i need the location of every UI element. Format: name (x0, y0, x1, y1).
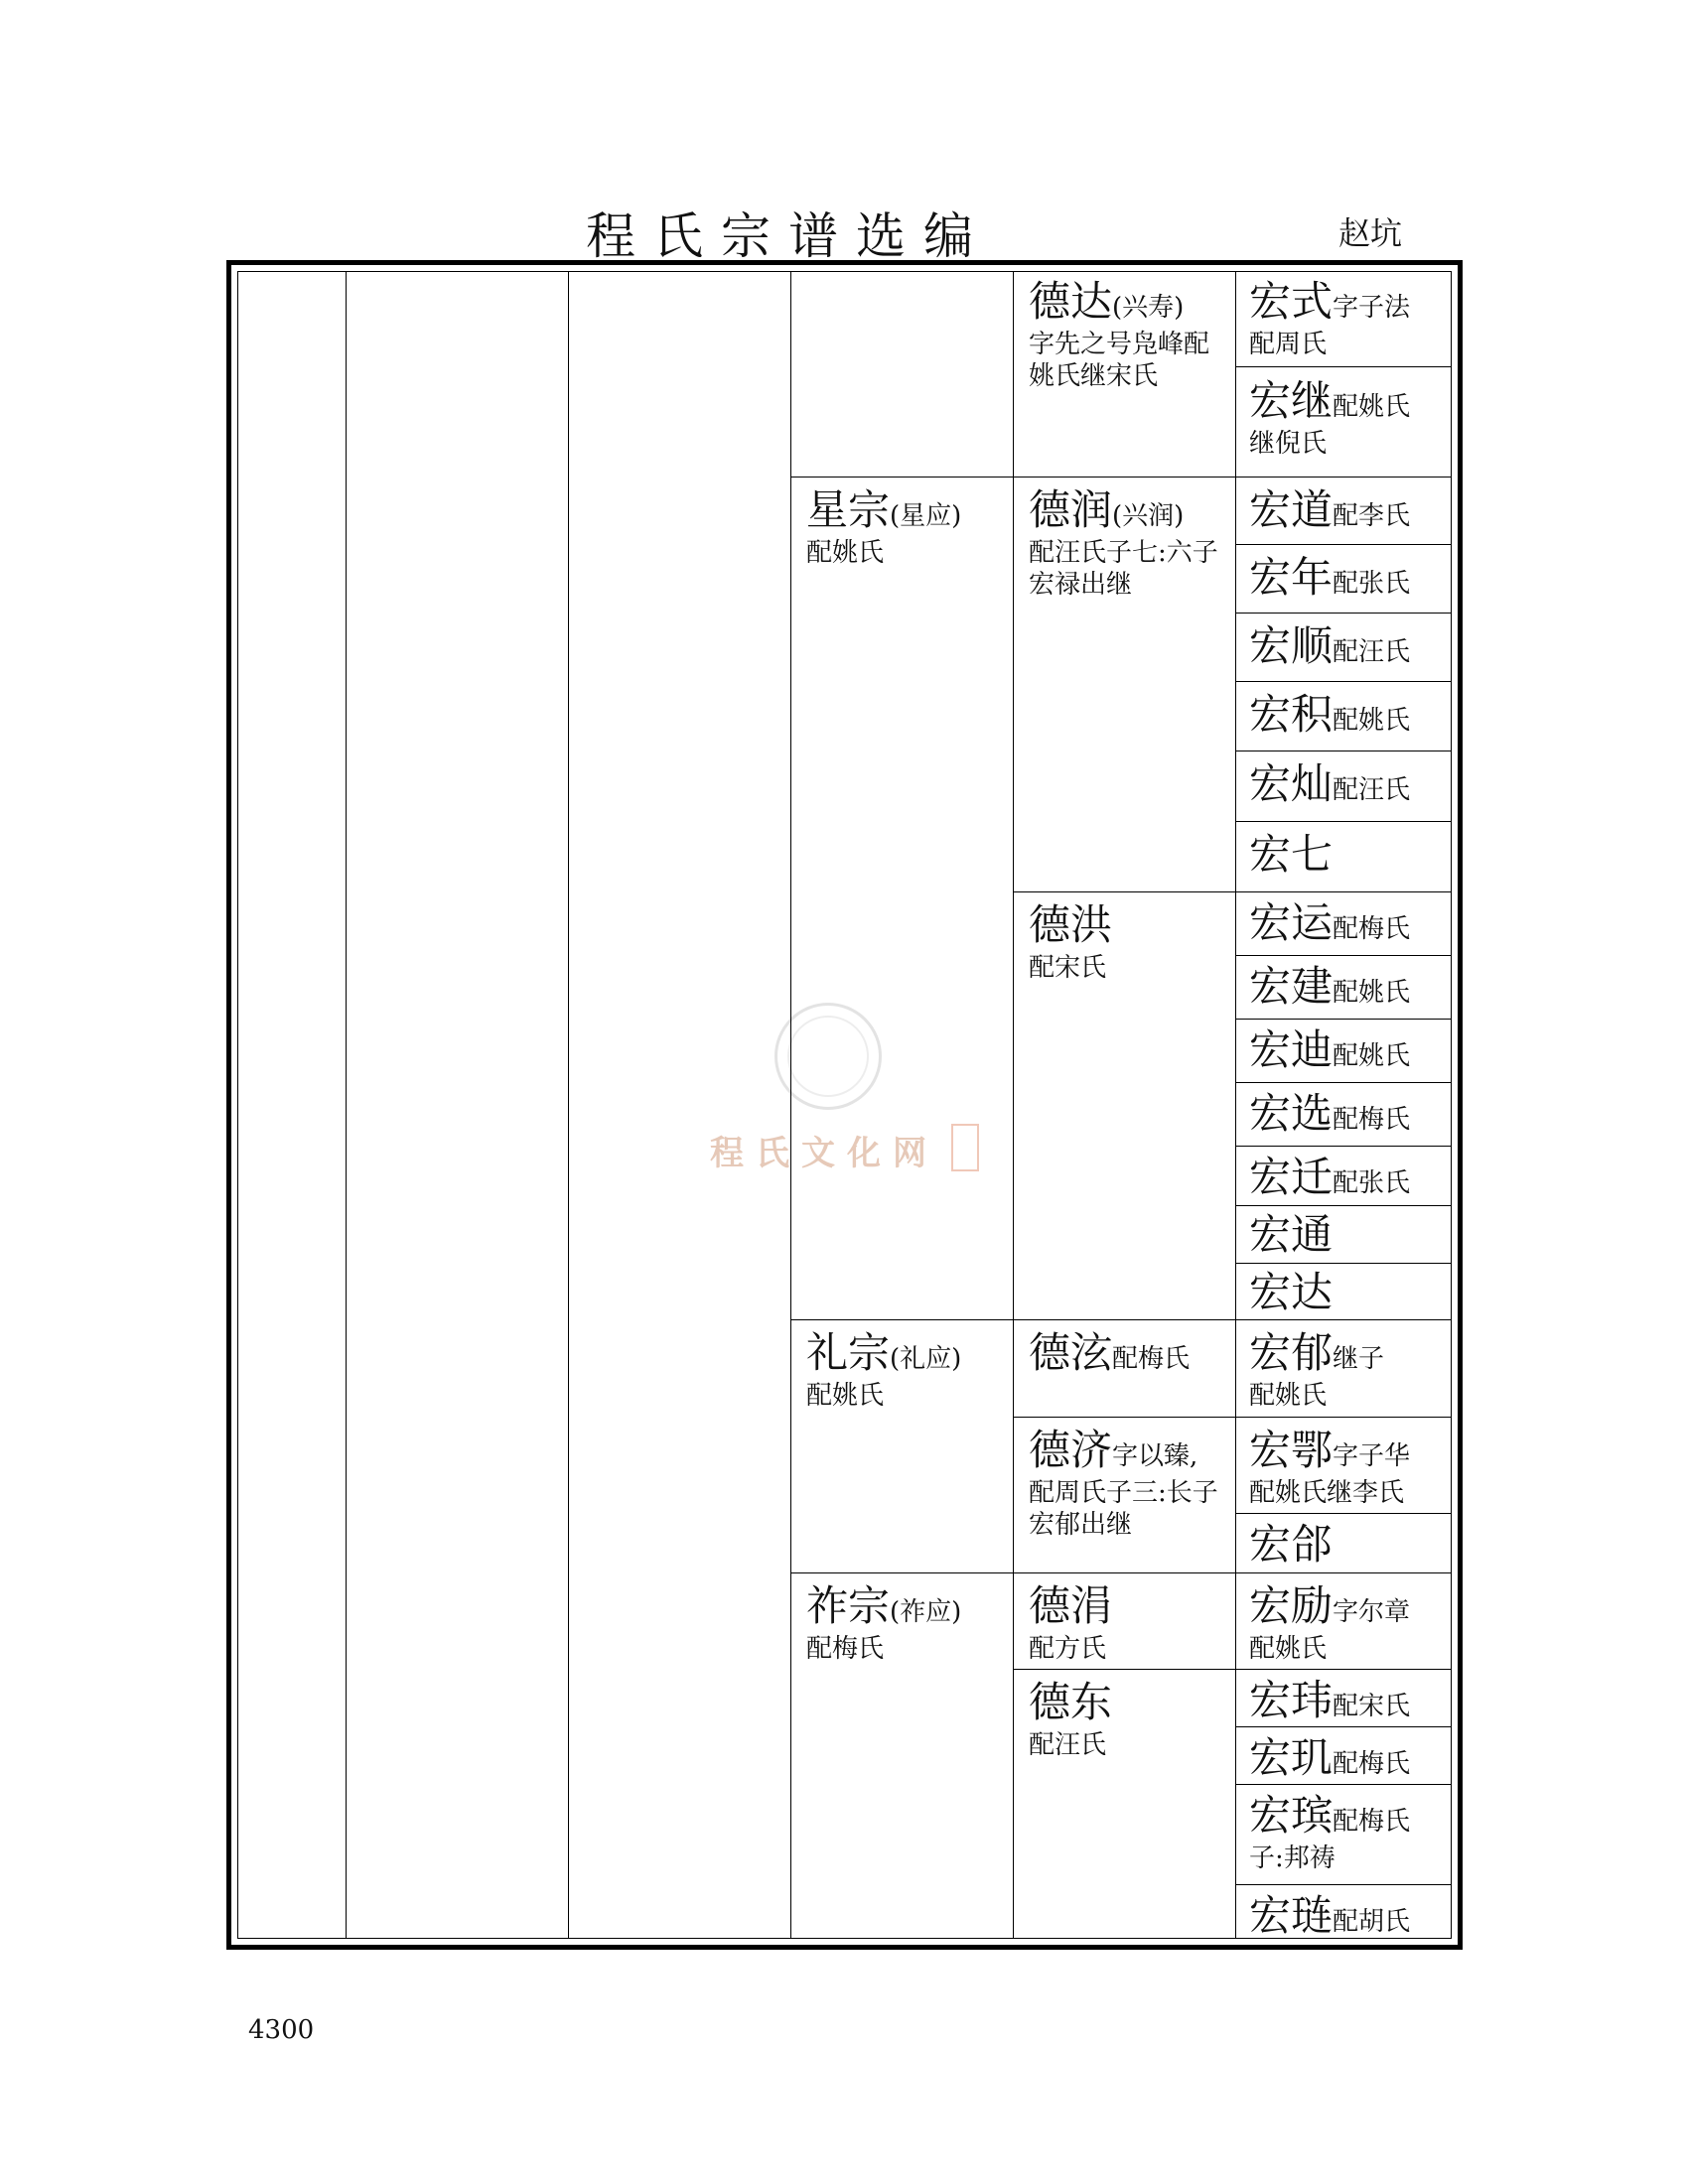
column-divider (1013, 272, 1014, 1938)
row-divider (1235, 1019, 1451, 1020)
person-inline-note: 配姚氏 (1333, 392, 1411, 422)
person-note: 配宋氏 (1029, 952, 1107, 983)
row-divider (1235, 955, 1451, 956)
column-divider (790, 272, 791, 1938)
person-note: 配姚氏 (806, 1380, 885, 1411)
person-note: 配周氏 (1249, 329, 1328, 359)
person-note: 配方氏 (1029, 1633, 1107, 1664)
person-name: 宏琏 (1249, 1891, 1334, 1940)
person-name: 宏运 (1249, 898, 1334, 947)
person-name: 德达 (1029, 277, 1113, 326)
person-name: 宏迪 (1249, 1025, 1334, 1074)
genealogy-entry (1249, 1024, 1448, 1077)
person-name: 宏七 (1249, 830, 1334, 879)
genealogy-entry (1249, 375, 1448, 460)
genealogy-entry (1249, 620, 1448, 673)
row-divider (1235, 1572, 1451, 1573)
column-divider (346, 272, 347, 1938)
person-inline-note: 配汪氏 (1333, 637, 1411, 667)
genealogy-entry (1249, 484, 1448, 537)
person-name: 宏继 (1249, 376, 1334, 425)
region-label: 赵坑 (1338, 214, 1403, 252)
person-name: 宏瑸 (1249, 1791, 1334, 1840)
person-inline-note: 配姚氏 (1333, 706, 1411, 736)
person-note: 配汪氏 (1029, 1729, 1107, 1760)
row-divider (790, 1319, 1013, 1320)
genealogy-entry (1029, 276, 1227, 393)
person-name: 德济 (1029, 1426, 1113, 1474)
person-note: 配周氏子三:长子宏郁出继 (1029, 1477, 1218, 1540)
row-divider (1235, 681, 1451, 682)
person-alias: (兴润) (1112, 501, 1185, 531)
person-name: 礼宗 (806, 1328, 891, 1377)
row-divider (1013, 1417, 1235, 1418)
person-inline-note: 配胡氏 (1333, 1907, 1411, 1937)
row-divider (1013, 1319, 1235, 1320)
row-divider (1235, 1319, 1451, 1320)
person-inline-note: 继子 (1333, 1344, 1385, 1374)
genealogy-entry (1249, 1675, 1448, 1727)
person-name: 宏式 (1249, 277, 1334, 326)
genealogy-entry (1249, 1580, 1448, 1665)
person-inline-note: 配宋氏 (1333, 1692, 1411, 1721)
person-name: 宏选 (1249, 1089, 1334, 1138)
person-name: 祚宗 (806, 1581, 891, 1630)
genealogy-entry (1249, 1327, 1448, 1412)
genealogy-entry (1249, 1790, 1448, 1874)
genealogy-entry (1029, 1580, 1227, 1665)
person-inline-note: 配张氏 (1333, 569, 1411, 599)
row-divider (1235, 1513, 1451, 1514)
person-alias: 配梅氏 (1112, 1344, 1191, 1374)
row-divider (1235, 1205, 1451, 1206)
person-inline-note: 配李氏 (1333, 501, 1411, 531)
genealogy-entry (1029, 1327, 1227, 1380)
person-inline-note: 配张氏 (1333, 1168, 1411, 1198)
genealogy-entry (1249, 1209, 1448, 1262)
row-divider (1013, 1572, 1235, 1573)
person-inline-note: 配姚氏 (1333, 978, 1411, 1008)
person-inline-note: 配梅氏 (1333, 914, 1411, 944)
row-divider (1235, 1417, 1451, 1418)
person-name: 星宗 (806, 485, 891, 534)
person-name: 德洪 (1029, 900, 1113, 949)
page-title: 程氏宗谱选编 (586, 207, 991, 265)
row-divider (1235, 477, 1451, 478)
person-name: 宏玮 (1249, 1676, 1334, 1724)
person-name: 宏顺 (1249, 621, 1334, 670)
row-divider (1235, 544, 1451, 545)
genealogy-entry (1249, 961, 1448, 1014)
genealogy-entry (1249, 1425, 1448, 1509)
person-name: 宏郁 (1249, 1328, 1334, 1377)
person-name: 宏玑 (1249, 1733, 1334, 1782)
row-divider (1013, 477, 1235, 478)
genealogy-entry (806, 1580, 1005, 1665)
row-divider (1235, 1669, 1451, 1670)
row-divider (1235, 1884, 1451, 1885)
person-note: 配梅氏 (806, 1633, 885, 1664)
row-divider (1235, 821, 1451, 822)
row-divider (1235, 1263, 1451, 1264)
person-name: 宏达 (1249, 1268, 1334, 1316)
person-inline-note: 配姚氏 (1333, 1041, 1411, 1071)
person-note: 配姚氏 (1249, 1380, 1328, 1411)
genealogy-entry (1249, 1890, 1448, 1943)
genealogy-entry (1029, 484, 1227, 602)
person-alias: 字以臻, (1112, 1441, 1198, 1471)
row-divider (1235, 613, 1451, 614)
genealogy-entry (1249, 758, 1448, 811)
person-name: 德东 (1029, 1678, 1113, 1726)
person-note: 配汪氏子七:六子宏禄出继 (1029, 537, 1218, 600)
person-note: 配姚氏继李氏 (1249, 1477, 1405, 1508)
genealogy-entry (1029, 1677, 1227, 1761)
genealogy-entry (1029, 899, 1227, 984)
watermark-text: 程氏文化网 (710, 1134, 938, 1173)
person-inline-note: 配梅氏 (1333, 1749, 1411, 1779)
person-name: 宏通 (1249, 1210, 1334, 1259)
page-number: 4300 (248, 2015, 315, 2045)
person-name: 宏灿 (1249, 759, 1334, 808)
person-inline-note: 配梅氏 (1333, 1105, 1411, 1135)
person-note: 继倪氏 (1249, 428, 1328, 459)
person-note: 子:邦祷 (1249, 1843, 1336, 1873)
genealogy-entry (1249, 829, 1448, 882)
person-alias: (兴寿) (1112, 293, 1185, 323)
row-divider (1235, 1146, 1451, 1147)
genealogy-entry (1249, 1732, 1448, 1785)
row-divider (790, 477, 1013, 478)
row-divider (1235, 366, 1451, 367)
row-divider (1013, 891, 1235, 892)
genealogy-entry (1249, 1519, 1448, 1571)
person-inline-note: 字尔章 (1333, 1597, 1411, 1627)
person-note: 配姚氏 (1249, 1633, 1328, 1664)
person-name: 宏积 (1249, 690, 1334, 739)
genealogy-entry (1249, 1267, 1448, 1319)
genealogy-entry (1249, 552, 1448, 605)
person-name: 宏建 (1249, 962, 1334, 1011)
person-alias: (星应) (890, 501, 962, 531)
person-note: 字先之号凫峰配姚氏继宋氏 (1029, 329, 1210, 391)
row-divider (1013, 1669, 1235, 1670)
person-inline-note: 配汪氏 (1333, 775, 1411, 805)
person-note: 配姚氏 (806, 537, 885, 568)
person-alias: (祚应) (890, 1597, 962, 1627)
row-divider (1235, 1082, 1451, 1083)
person-name: 宏郃 (1249, 1520, 1334, 1569)
genealogy-entry (806, 1327, 1005, 1412)
person-name: 德泫 (1029, 1328, 1113, 1377)
genealogy-table-frame (226, 260, 1463, 1950)
column-divider (1235, 272, 1236, 1938)
row-divider (1235, 891, 1451, 892)
column-divider (568, 272, 569, 1938)
person-name: 宏迁 (1249, 1153, 1334, 1201)
person-inline-note: 字子华 (1333, 1441, 1411, 1471)
genealogy-entry (1249, 689, 1448, 742)
genealogy-entry (1029, 1425, 1227, 1542)
person-inline-note: 字子法 (1333, 293, 1411, 323)
person-name: 德润 (1029, 485, 1113, 534)
person-name: 宏鄂 (1249, 1426, 1334, 1474)
genealogy-entry (1249, 1152, 1448, 1204)
person-inline-note: 配梅氏 (1333, 1807, 1411, 1837)
person-name: 宏年 (1249, 553, 1334, 602)
genealogy-entry (1249, 1088, 1448, 1141)
genealogy-entry (1249, 276, 1448, 360)
person-alias: (礼应) (890, 1344, 962, 1374)
genealogy-table (237, 271, 1452, 1939)
person-name: 宏励 (1249, 1581, 1334, 1630)
genealogy-entry (1249, 897, 1448, 950)
person-name: 德涓 (1029, 1581, 1113, 1630)
genealogy-entry (806, 484, 1005, 569)
row-divider (790, 1572, 1013, 1573)
person-name: 宏道 (1249, 485, 1334, 534)
